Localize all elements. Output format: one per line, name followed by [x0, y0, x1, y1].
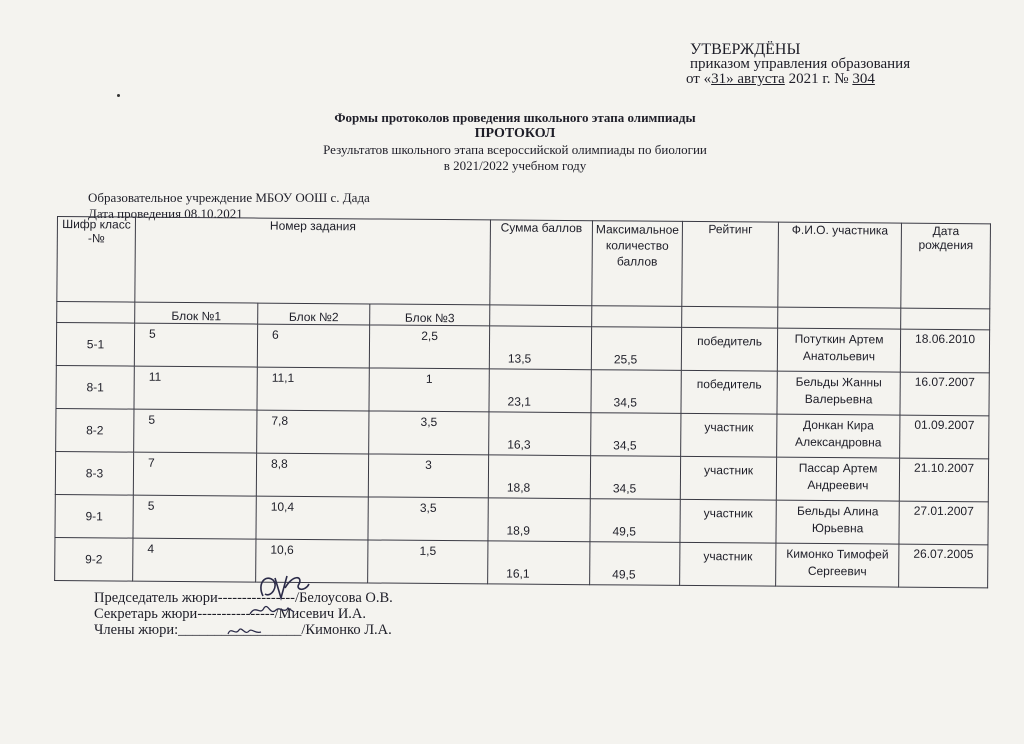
- rating: участник: [680, 542, 776, 586]
- table-row: [55, 494, 988, 544]
- approval-day: 31: [711, 71, 727, 87]
- header-task: Номер задания: [135, 217, 491, 305]
- block-3-score: 1: [369, 368, 489, 412]
- block-2-score: 7,8: [257, 410, 369, 454]
- header-row: [57, 217, 991, 309]
- block-2-score: 11,1: [257, 367, 369, 411]
- block-3-score: 3,5: [368, 497, 488, 541]
- block-1-score: 11: [134, 366, 257, 410]
- rating: победитель: [681, 370, 777, 414]
- secretary-line: Секретарь жюри----------------/Мисевич И.А.: [94, 606, 367, 622]
- secretary-name: /Мисевич И.А.: [274, 606, 367, 622]
- block-1-score: 5: [133, 495, 256, 539]
- row-code: 5-1: [56, 323, 134, 367]
- block-1-score: 4: [133, 538, 256, 582]
- block-2-score: 8,8: [256, 453, 368, 497]
- block-3-score: 3: [368, 454, 488, 498]
- sum-score: 16,3: [489, 412, 591, 456]
- max-score: 49,5: [590, 542, 680, 586]
- birth-date: 18.06.2010: [900, 329, 989, 373]
- chair-label: Председатель жюри: [94, 590, 218, 606]
- block-1-header: Блок №1: [135, 302, 258, 324]
- rating: участник: [680, 499, 776, 543]
- event-date: Дата проведения 08.10.2021: [88, 206, 243, 221]
- approval-stamp: [686, 41, 990, 87]
- block-3-score: 1,5: [368, 540, 488, 584]
- header-max: Максимальное количество баллов: [592, 221, 683, 307]
- protocol-title: ПРОТОКОЛ: [474, 126, 556, 141]
- row-code: 9-2: [55, 537, 133, 581]
- sum-score: 18,8: [488, 455, 590, 499]
- header-rank: Рейтинг: [682, 221, 779, 307]
- header-code: Шифр класс -№: [57, 217, 136, 303]
- secretary-label: Секретарь жюри: [94, 606, 198, 622]
- participant-name: Потуткин Артем Анатольевич: [777, 328, 900, 372]
- sum-score: 13,5: [489, 326, 591, 370]
- block-1-score: 7: [133, 452, 256, 496]
- institution: Образовательное учреждение МБОУ ООШ с. Дада: [88, 190, 370, 205]
- chair-name: /Белоусова О.В.: [295, 590, 393, 606]
- participant-name: Донкан Кира Александровна: [777, 414, 900, 458]
- sum-score: 23,1: [489, 369, 591, 413]
- table-row: [56, 323, 989, 373]
- protocol-subtitle: Результатов школьного этапа всероссийской олимпиады по биологии: [323, 142, 707, 157]
- birth-date: 26.07.2005: [899, 544, 988, 588]
- rating: участник: [680, 456, 776, 500]
- approval-order: приказом управления образования: [690, 56, 911, 72]
- max-score: 49,5: [590, 499, 680, 543]
- approval-date: от «31» августа 2021 г. № 304: [686, 71, 875, 87]
- birth-date: 16.07.2007: [900, 372, 989, 416]
- approval-number: 304: [852, 71, 875, 87]
- max-score: 25,5: [591, 327, 681, 371]
- block-3-score: 3,5: [369, 411, 489, 455]
- max-score: 34,5: [591, 370, 681, 414]
- members-label: Члены жюри:: [94, 622, 179, 638]
- members-name: /Кимонко Л.А.: [301, 622, 392, 638]
- block-2-score: 10,6: [256, 539, 368, 583]
- row-code: 8-3: [55, 451, 133, 495]
- rating: победитель: [681, 327, 777, 371]
- block-2-header: Блок №2: [258, 303, 370, 325]
- row-code: 8-1: [56, 365, 134, 409]
- table-row: [55, 451, 988, 501]
- max-score: 34,5: [591, 413, 681, 457]
- row-code: 9-1: [55, 494, 133, 538]
- sum-score: 18,9: [488, 498, 590, 542]
- sum-score: 16,1: [488, 541, 590, 585]
- birth-date: 01.09.2007: [900, 415, 989, 459]
- birth-date: 27.01.2007: [899, 501, 988, 545]
- table-row: [56, 408, 989, 458]
- members-line: Члены жюри:_________________/Кимонко Л.А.: [94, 622, 392, 638]
- row-code: 8-2: [56, 408, 134, 452]
- participant-name: Бельды Алина Юрьевна: [776, 500, 899, 544]
- block-1-score: 5: [134, 323, 257, 367]
- block-3-header: Блок №3: [370, 304, 490, 326]
- block-2-score: 10,4: [256, 496, 368, 540]
- participant-name: Бельды Жанны Валерьевна: [777, 371, 900, 415]
- block-3-score: 2,5: [369, 325, 489, 369]
- participant-name: Пассар Артем Андреевич: [776, 457, 899, 501]
- block-2-score: 6: [257, 324, 369, 368]
- secretary-signature: [248, 600, 298, 620]
- participant-name: Кимонко Тимофей Сергеевич: [776, 543, 899, 587]
- member-signature: [225, 622, 265, 640]
- block-1-score: 5: [134, 409, 257, 453]
- results-table: [54, 216, 991, 588]
- chair-signature: [255, 570, 315, 604]
- blocks-empty: [57, 302, 135, 324]
- birth-date: 21.10.2007: [899, 458, 988, 502]
- forms-title: Формы протоколов проведения школьного этапа олимпиады: [334, 110, 696, 125]
- approval-title: УТВЕРЖДЁНЫ: [690, 41, 801, 58]
- header-sum: Сумма баллов: [490, 220, 593, 306]
- max-score: 34,5: [590, 456, 680, 500]
- table-row: [55, 537, 988, 587]
- header-dob: Дата рождения: [901, 223, 991, 309]
- stray-mark: [117, 94, 120, 97]
- academic-year: в 2021/2022 учебном году: [443, 158, 587, 173]
- rating: участник: [681, 413, 777, 457]
- chair-line: Председатель жюри----------------/Белоусова О.В.: [94, 590, 393, 606]
- header-fio: Ф.И.О. участника: [778, 222, 902, 308]
- document-header: [240, 110, 790, 174]
- table-row: [56, 365, 989, 415]
